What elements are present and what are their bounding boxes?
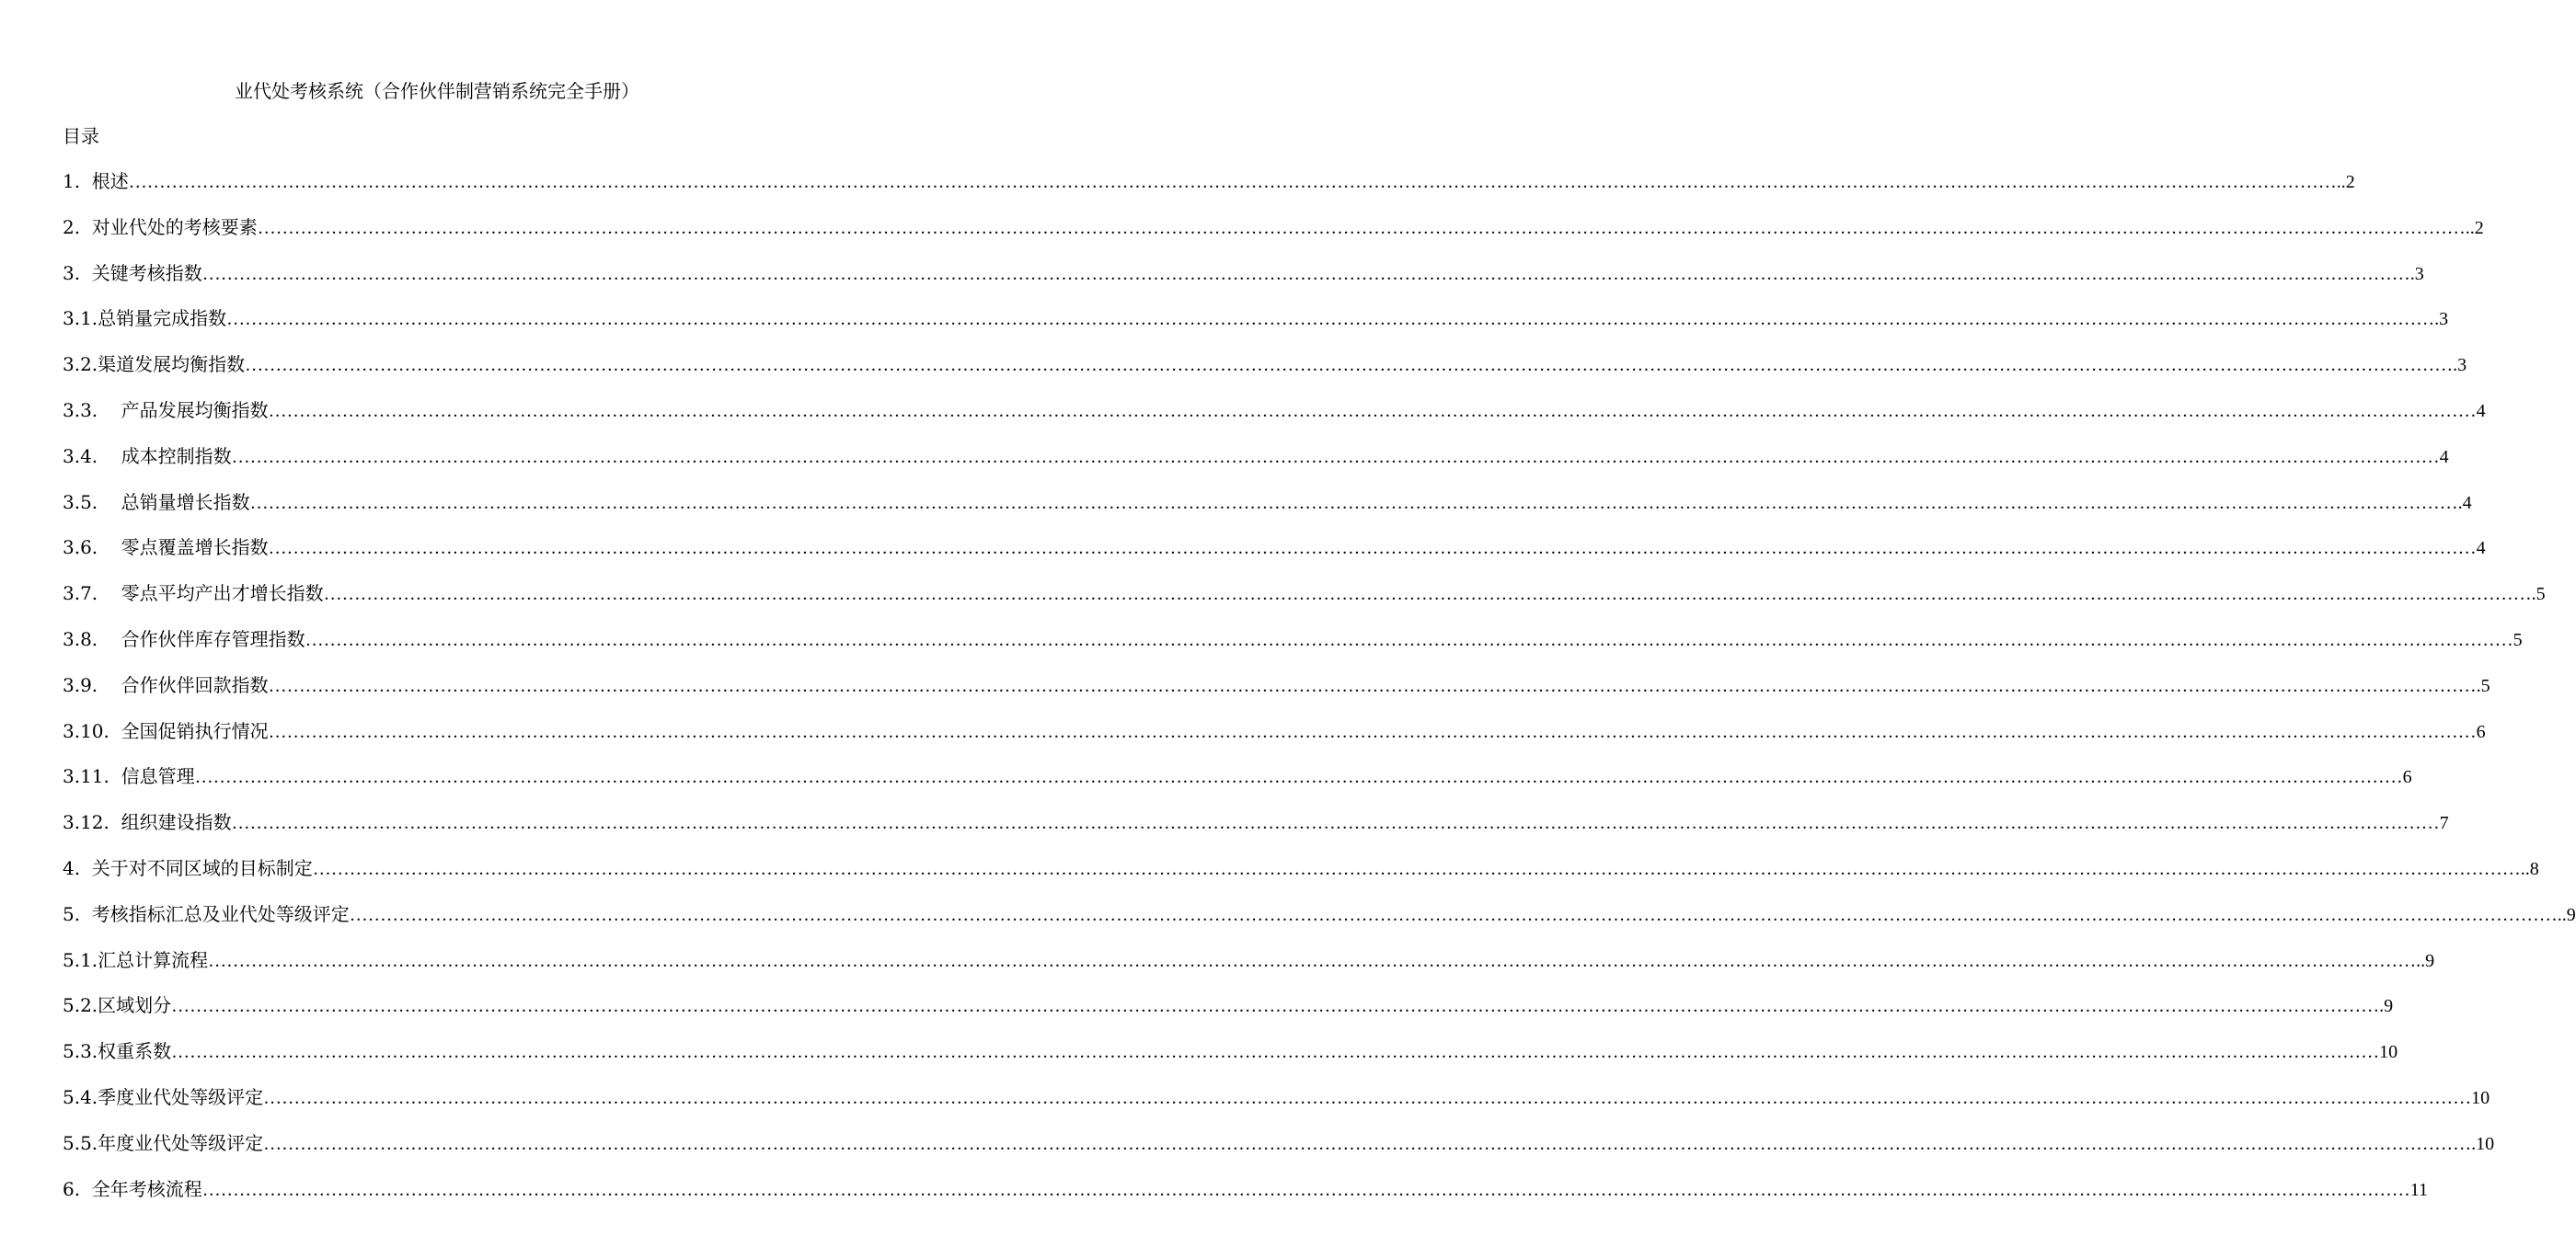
toc-entry-page: 6 [2402, 767, 2412, 788]
toc-entry[interactable] [63, 1131, 2495, 1177]
toc-entry-page: .4 [2457, 492, 2472, 513]
toc-entry[interactable] [63, 169, 2355, 215]
toc-entry-page: .3 [2453, 355, 2467, 376]
toc-entry-number: 5.5. [63, 1131, 98, 1154]
toc-entry[interactable] [63, 444, 2449, 490]
toc-entry-number: 5.4. [63, 1085, 98, 1108]
toc-entry[interactable] [63, 856, 2539, 902]
toc-entry-number: 3.9. [63, 673, 121, 696]
toc-entry-label: 渠道发展均衡指数 [98, 353, 246, 376]
toc-entry-label: 合作伙伴库存管理指数 [121, 627, 305, 650]
toc-entry-number: 3.10. [63, 719, 121, 742]
toc-leader-dots: ……………………………………………………………………………………………………………………………………………………………………………………………………………………………………………………………………………………………………………………………… [305, 629, 2513, 650]
toc-entry-page: .5 [2476, 675, 2490, 696]
toc-entry-label: 产品发展均衡指数 [121, 398, 269, 421]
toc-entry-number: 1. [63, 170, 92, 192]
toc-entry-page: 4 [2476, 400, 2486, 421]
toc-entry-label: 零点覆盖增长指数 [121, 536, 269, 559]
toc-entry-page: 5 [2513, 629, 2523, 650]
toc-entry-label: 合作伙伴回款指数 [121, 673, 269, 696]
toc-entry-label: 关于对不同区域的目标制定 [91, 856, 313, 879]
toc-leader-dots: ……………………………………………………………………………………………………………………………………………………………………………………………………………………………………………………………………………………………………………………………… [226, 309, 2435, 330]
toc-leader-dots: ……………………………………………………………………………………………………………………………………………………………………………………………………………………………………………………………………………………………………………………………… [231, 446, 2440, 467]
toc-entry-number: 3.12. [63, 811, 121, 834]
toc-entry-label: 权重系数 [98, 1040, 172, 1063]
toc-entry[interactable] [63, 719, 2486, 765]
toc-heading: 目录 [63, 125, 99, 147]
toc-entry-label: 全年考核流程 [91, 1177, 202, 1200]
toc-entry-label: 根述 [91, 170, 129, 192]
toc-entry-number: 3.5. [63, 490, 121, 513]
toc-entry-page: 10 [2379, 1042, 2398, 1063]
toc-entry-number: 5. [63, 902, 92, 925]
toc-entry[interactable] [63, 261, 2424, 307]
toc-leader-dots: ……………………………………………………………………………………………………………………………………………………………………………………………………………………………………………………………………………………………………………………………… [208, 950, 2417, 971]
toc-leader-dots: ……………………………………………………………………………………………………………………………………………………………………………………………………………………………………………………………………………………………………………………………… [231, 813, 2440, 834]
toc-entry[interactable] [63, 948, 2435, 994]
toc-entry-number: 3. [63, 261, 92, 284]
toc-entry-number: 5.3. [63, 1040, 98, 1063]
toc-entry[interactable] [63, 352, 2467, 398]
toc-leader-dots: ……………………………………………………………………………………………………………………………………………………………………………………………………………………………………………………………………………………………………………………………… [349, 904, 2558, 925]
toc-entry[interactable] [63, 764, 2412, 810]
toc-leader-dots: ……………………………………………………………………………………………………………………………………………………………………………………………………………………………………………………………………………………………………………………………… [249, 492, 2458, 513]
toc-leader-dots: ……………………………………………………………………………………………………………………………………………………………………………………………………………………………………………………………………………………………………………………………… [201, 1179, 2410, 1200]
toc-leader-dots: ……………………………………………………………………………………………………………………………………………………………………………………………………………………………………………………………………………………………………………………………… [268, 721, 2477, 742]
toc-entry-page: ..8 [2520, 858, 2539, 879]
toc-leader-dots: ……………………………………………………………………………………………………………………………………………………………………………………………………………………………………………………………………………………………………………………………… [171, 1042, 2380, 1063]
toc-entry-number: 3.11. [63, 765, 121, 788]
toc-entry-number: 4. [63, 856, 92, 879]
toc-entry[interactable] [63, 1039, 2398, 1085]
toc-entry-page: ..9 [2416, 950, 2435, 971]
toc-entry[interactable] [63, 1177, 2429, 1223]
toc-leader-dots: ……………………………………………………………………………………………………………………………………………………………………………………………………………………………………………………………………………………………………………………………… [171, 996, 2380, 1017]
toc-leader-dots: ……………………………………………………………………………………………………………………………………………………………………………………………………………………………………………………………………………………………………………………………… [263, 1087, 2472, 1108]
toc-entry[interactable] [63, 398, 2486, 444]
toc-entry-label: 考核指标汇总及业代处等级评定 [91, 902, 350, 925]
toc-entry-label: 关键考核指数 [91, 261, 202, 284]
toc-leader-dots: ……………………………………………………………………………………………………………………………………………………………………………………………………………………………………………………………………………………………………………………………… [268, 675, 2477, 696]
toc-entry-page: 7 [2439, 813, 2449, 834]
toc-entry[interactable] [63, 627, 2523, 673]
toc-leader-dots: ……………………………………………………………………………………………………………………………………………………………………………………………………………………………………………………………………………………………………………………………… [201, 263, 2410, 284]
toc-leader-dots: ……………………………………………………………………………………………………………………………………………………………………………………………………………………………………………………………………………………………………………………………… [268, 538, 2477, 559]
toc-entry-number: 6. [63, 1177, 92, 1200]
toc-entry-label: 年度业代处等级评定 [98, 1131, 264, 1154]
toc-entry[interactable] [63, 902, 2576, 948]
table-of-contents [63, 169, 2576, 1222]
toc-leader-dots: ……………………………………………………………………………………………………………………………………………………………………………………………………………………………………………………………………………………………………………………………… [312, 858, 2521, 879]
toc-entry[interactable] [63, 993, 2394, 1039]
toc-entry-label: 组织建设指数 [121, 811, 232, 834]
toc-entry-number: 3.2. [63, 353, 98, 376]
toc-entry[interactable] [63, 490, 2472, 536]
toc-entry-number: 3.6. [63, 536, 121, 559]
toc-entry-page: 6 [2476, 721, 2486, 742]
toc-leader-dots: ……………………………………………………………………………………………………………………………………………………………………………………………………………………………………………………………………………………………………………………………… [263, 1133, 2472, 1154]
toc-entry-number: 3.4. [63, 444, 121, 467]
toc-entry-label: 对业代处的考核要素 [91, 215, 258, 238]
toc-entry-number: 3.7. [63, 582, 121, 605]
toc-leader-dots: ……………………………………………………………………………………………………………………………………………………………………………………………………………………………………………………………………………………………………………………………… [323, 584, 2532, 605]
document-title: 业代处考核系统（合作伙伴制营销系统完全手册） [235, 80, 639, 102]
toc-entry-label: 信息管理 [121, 765, 195, 788]
toc-leader-dots: ……………………………………………………………………………………………………………………………………………………………………………………………………………………………………………………………………………………………………………………………… [257, 217, 2466, 238]
toc-leader-dots: ……………………………………………………………………………………………………………………………………………………………………………………………………………………………………………………………………………………………………………………………… [268, 400, 2477, 421]
toc-entry-page: .3 [2409, 263, 2424, 284]
toc-entry-label: 全国促销执行情况 [121, 719, 269, 742]
toc-entry[interactable] [63, 215, 2484, 261]
toc-entry-label: 成本控制指数 [121, 444, 232, 467]
toc-entry-page: .10 [2471, 1133, 2495, 1154]
toc-leader-dots: ……………………………………………………………………………………………………………………………………………………………………………………………………………………………………………………………………………………………………………………………… [194, 767, 2403, 788]
toc-entry[interactable] [63, 1085, 2490, 1131]
toc-entry-page: ..9 [2557, 904, 2576, 925]
toc-entry[interactable] [63, 535, 2486, 581]
toc-entry-label: 总销量完成指数 [98, 307, 227, 330]
toc-entry-page: ..2 [2336, 172, 2355, 192]
toc-entry[interactable] [63, 581, 2546, 627]
toc-entry-number: 5.2. [63, 994, 98, 1017]
toc-entry-label: 总销量增长指数 [121, 490, 250, 513]
toc-entry-number: 2. [63, 215, 92, 238]
toc-entry-page: 11 [2409, 1179, 2429, 1200]
toc-entry[interactable] [63, 306, 2449, 352]
toc-entry-number: 3.8. [63, 627, 121, 650]
toc-leader-dots: ……………………………………………………………………………………………………………………………………………………………………………………………………………………………………………………………………………………………………………………………… [128, 172, 2337, 192]
toc-entry-page: .9 [2379, 996, 2394, 1017]
toc-entry-label: 区域划分 [98, 994, 172, 1017]
toc-entry[interactable] [63, 673, 2490, 719]
toc-entry-page: .5 [2531, 584, 2546, 605]
toc-entry-page: ..2 [2465, 217, 2484, 238]
toc-entry[interactable] [63, 810, 2449, 856]
toc-entry-page: 4 [2476, 538, 2486, 559]
toc-entry-label: 汇总计算流程 [98, 948, 209, 971]
toc-entry-page: .3 [2434, 309, 2449, 330]
toc-entry-number: 3.1. [63, 307, 98, 330]
toc-entry-number: 3.3. [63, 398, 121, 421]
toc-entry-number: 5.1. [63, 948, 98, 971]
toc-entry-label: 零点平均产出才增长指数 [121, 582, 324, 605]
toc-entry-page: 4 [2439, 446, 2449, 467]
toc-leader-dots: ……………………………………………………………………………………………………………………………………………………………………………………………………………………………………………………………………………………………………………………………… [245, 355, 2454, 376]
toc-entry-page: 10 [2471, 1087, 2490, 1108]
toc-entry-label: 季度业代处等级评定 [98, 1085, 264, 1108]
